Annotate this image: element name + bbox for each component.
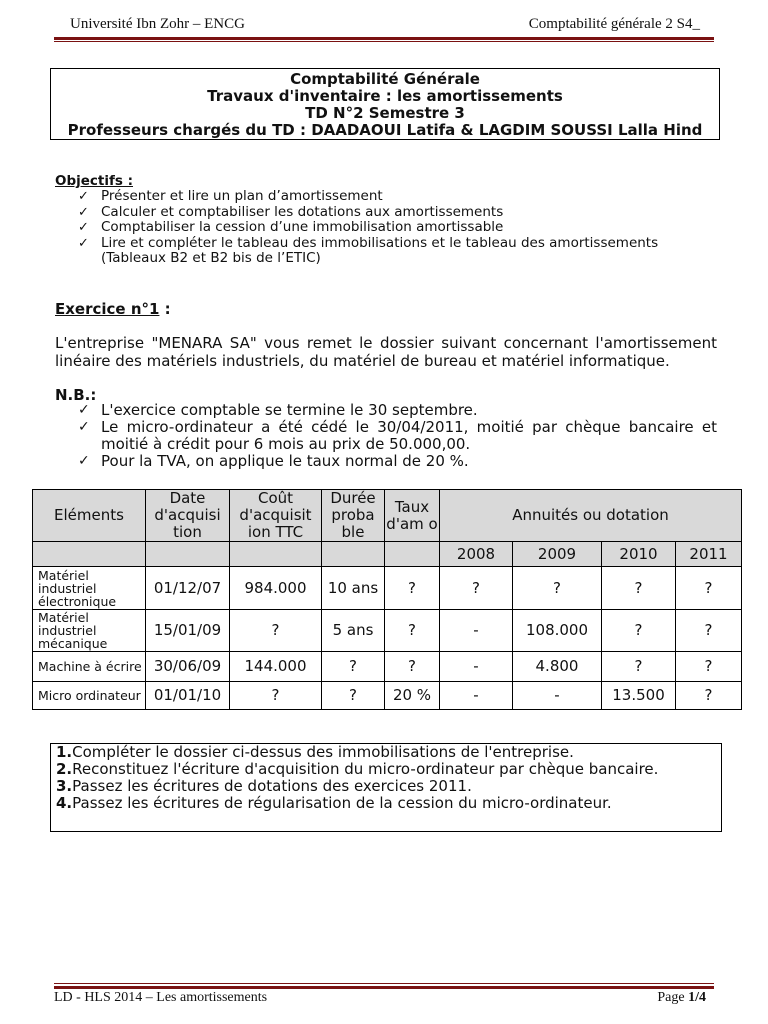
cell-2009: 4.800: [513, 652, 602, 682]
objectifs-heading: Objectifs :: [55, 173, 134, 189]
year-header: 2008: [440, 542, 513, 567]
cell-date: 01/12/07: [146, 567, 230, 610]
title-line-1: Comptabilité Générale: [290, 70, 480, 88]
cell-duree: ?: [322, 652, 385, 682]
cell-2008: -: [440, 682, 513, 710]
checkmark-icon: ✓: [78, 453, 90, 469]
cell-2009: 108.000: [513, 610, 602, 652]
header-cout: Coût d'acquisit ion TTC: [230, 490, 322, 542]
cell-2011: ?: [676, 682, 742, 710]
questions-box: [50, 743, 722, 832]
question-item: 4.Passez les écritures de régularisation de la cession du micro-ordinateur.: [56, 794, 612, 812]
checkmark-icon: ✓: [78, 189, 89, 204]
cell-2008: -: [440, 610, 513, 652]
cell-2008: ?: [440, 567, 513, 610]
cell-date: 15/01/09: [146, 610, 230, 652]
header-duree: Durée proba ble: [322, 490, 385, 542]
header-taux: Taux d'am o: [385, 490, 440, 542]
table-row: [33, 652, 742, 682]
header-left: Université Ibn Zohr – ENCG: [70, 16, 245, 32]
cell-date: 01/01/10: [146, 682, 230, 710]
objectif-item: ✓ Calculer et comptabiliser les dotations aux amortissements: [78, 203, 504, 220]
footer-rule-thin: [54, 983, 714, 984]
year-header: 2010: [602, 542, 676, 567]
cell-2010: 13.500: [602, 682, 676, 710]
cell-element: Matériel industriel mécanique: [33, 610, 146, 652]
footer-left: LD - HLS 2014 – Les amortissements: [54, 990, 268, 1005]
header-elements: Eléments: [33, 490, 146, 542]
immobilisations-table: [32, 489, 742, 710]
year-header: 2011: [676, 542, 742, 567]
cell-element: Micro ordinateur: [33, 682, 146, 710]
objectif-item: ✓ Présenter et lire un plan d’amortissement: [78, 188, 383, 204]
nb-item: ✓ L'exercice comptable se termine le 30 septembre.: [78, 401, 478, 419]
question-item: 2.Reconstituez l'écriture d'acquisition du micro-ordinateur par chèque bancaire.: [56, 760, 659, 778]
cell-2011: ?: [676, 652, 742, 682]
table-years-row: [33, 542, 742, 567]
cell-duree: 5 ans: [322, 610, 385, 652]
cell-taux: ?: [385, 610, 440, 652]
cell-taux: 20 %: [385, 682, 440, 710]
exercice-heading: Exercice n°1 :: [55, 300, 171, 318]
cell-2011: ?: [676, 567, 742, 610]
cell-element: Machine à écrire: [33, 652, 146, 682]
year-header: 2009: [513, 542, 602, 567]
footer-rule-thick: [54, 986, 714, 989]
objectif-item: ✓ Comptabiliser la cession d’une immobilisation amortissable: [78, 219, 504, 235]
exercice-intro: L'entreprise "MENARA SA" vous remet le dossier suivant concernant l'amortissement linéaire des matériels industriels, du matériel de bureau et matériel informatique.: [55, 334, 717, 370]
cell-taux: ?: [385, 567, 440, 610]
header-rule-thin: [54, 41, 714, 42]
header-right: Comptabilité générale 2 S4_: [528, 16, 700, 32]
checkmark-icon: ✓: [78, 204, 89, 220]
objectif-item: ✓ Lire et compléter le tableau des immobilisations et le tableau des amortissements (Tableaux B2 et B2 bis de l’ETIC): [78, 234, 659, 266]
cell-2009: -: [513, 682, 602, 710]
checkmark-icon: ✓: [78, 419, 90, 435]
cell-date: 30/06/09: [146, 652, 230, 682]
checkmark-icon: ✓: [78, 220, 89, 235]
cell-element: Matériel industriel électronique: [33, 567, 146, 610]
table-row: [33, 567, 742, 610]
title-box: [50, 68, 720, 140]
nb-item: ✓ Le micro-ordinateur a été cédé le 30/04/2011, moitié par chèque bancaire et moitié à crédit pour 6 mois au prix de 50.000,00.: [78, 418, 717, 453]
question-item: 3.Passez les écritures de dotations des exercices 2011.: [56, 777, 472, 795]
cell-2009: ?: [513, 567, 602, 610]
header-rule-thick: [54, 37, 714, 40]
table-row: [33, 610, 742, 652]
table-row: [33, 682, 742, 710]
title-line-3: TD N°2 Semestre 3: [305, 104, 465, 122]
cell-cout: ?: [230, 682, 322, 710]
question-item: 1.Compléter le dossier ci-dessus des immobilisations de l'entreprise.: [56, 743, 574, 761]
objectifs-list: [78, 189, 718, 267]
cell-2010: ?: [602, 652, 676, 682]
cell-cout: 144.000: [230, 652, 322, 682]
cell-cout: 984.000: [230, 567, 322, 610]
cell-cout: ?: [230, 610, 322, 652]
nb-heading: N.B.:: [55, 386, 97, 404]
header-date: Date d'acquisi tion: [146, 490, 230, 542]
checkmark-icon: ✓: [78, 235, 89, 251]
cell-taux: ?: [385, 652, 440, 682]
cell-2008: -: [440, 652, 513, 682]
checkmark-icon: ✓: [78, 402, 90, 418]
title-line-4: Professeurs chargés du TD : DAADAOUI Latifa & LAGDIM SOUSSI Lalla Hind: [67, 121, 703, 139]
nb-item: ✓ Pour la TVA, on applique le taux normal de 20 %.: [78, 452, 469, 470]
cell-duree: ?: [322, 682, 385, 710]
title-line-2: Travaux d'inventaire : les amortissements: [207, 87, 563, 105]
cell-2010: ?: [602, 567, 676, 610]
cell-duree: 10 ans: [322, 567, 385, 610]
table-header-row: [33, 490, 742, 542]
cell-2010: ?: [602, 610, 676, 652]
nb-list: [78, 402, 717, 470]
cell-2011: ?: [676, 610, 742, 652]
header-annuites: Annuités ou dotation: [440, 490, 742, 542]
page-number: Page 1/4: [657, 990, 706, 1005]
